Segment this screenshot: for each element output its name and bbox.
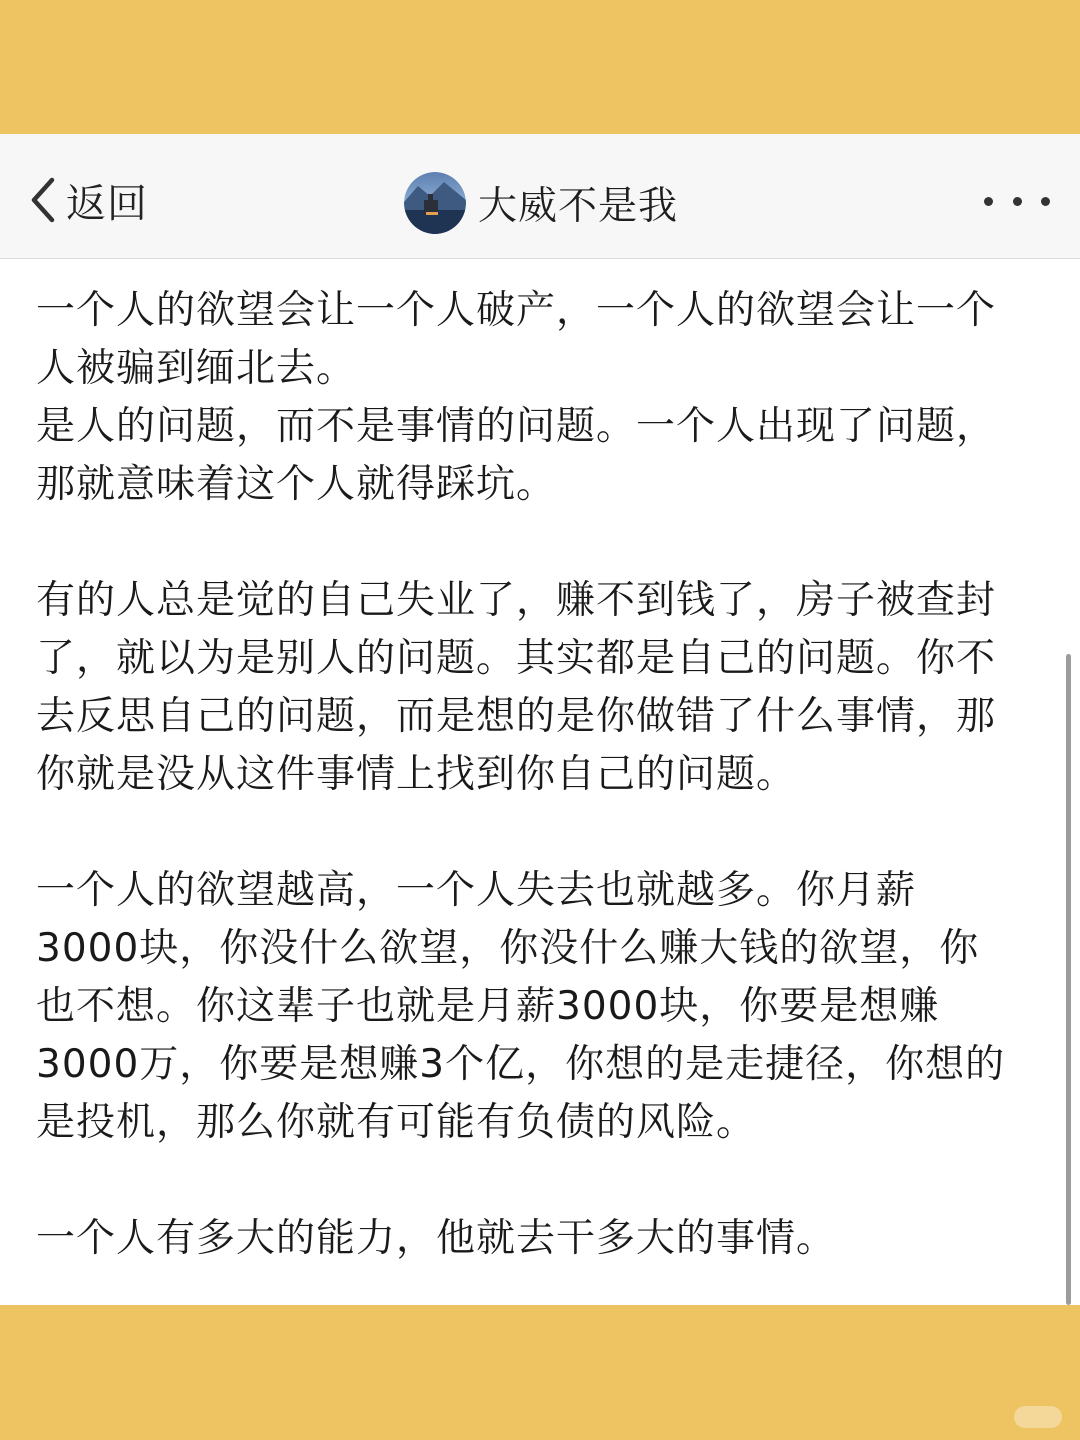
page-title: 大威不是我 [478,184,679,229]
more-dots-icon [984,197,993,206]
top-frame-band [0,0,1080,134]
article-body [36,282,1041,1268]
scrollbar[interactable] [1066,654,1071,1305]
paragraph-4: 一个人有多大的能力，他就去干多大的事情。 [36,1216,837,1261]
paragraph-spacer [36,1152,1041,1210]
more-button[interactable] [984,186,1050,216]
back-label: 返回 [66,180,148,227]
phone-screen [0,134,1080,1305]
paragraph-1: 一个人的欲望会让一个人破产，一个人的欲望会让一个 人被骗到缅北去。 是人的问题，而不是事情的问题。一个人出现了问题， 那就意味着这个人就得踩坑。 [36,288,997,507]
more-dots-icon [1013,197,1022,206]
paragraph-2: 有的人总是觉的自己失业了，赚不到钱了，房子被查封 了，就以为是别人的问题。其实都是自己的问题。你不 去反思自己的问题，而是想的是你做错了什么事情，那 你就是没从这件事情上找到你自己的问题。 [36,578,997,797]
bottom-frame-band [0,1305,1080,1440]
profile-title-group[interactable] [404,172,678,234]
chevron-left-icon [26,170,60,230]
navigation-bar [0,134,1080,259]
more-dots-icon [1041,197,1050,206]
paragraph-3: 一个人的欲望越高，一个人失去也就越多。你月薪 3000块，你没什么欲望，你没什么赚大钱的欲望，你 也不想。你这辈子也就是月薪3000块，你要是想赚 3000万，你要是想赚3个亿，你想的是走捷径，你想的 是投机，那么你就有可能有负债的风险。 [36,868,1006,1145]
paragraph-spacer [36,514,1041,572]
watermark-badge [1014,1406,1062,1428]
avatar[interactable] [404,172,466,234]
back-button[interactable] [26,170,148,230]
paragraph-spacer [36,804,1041,862]
